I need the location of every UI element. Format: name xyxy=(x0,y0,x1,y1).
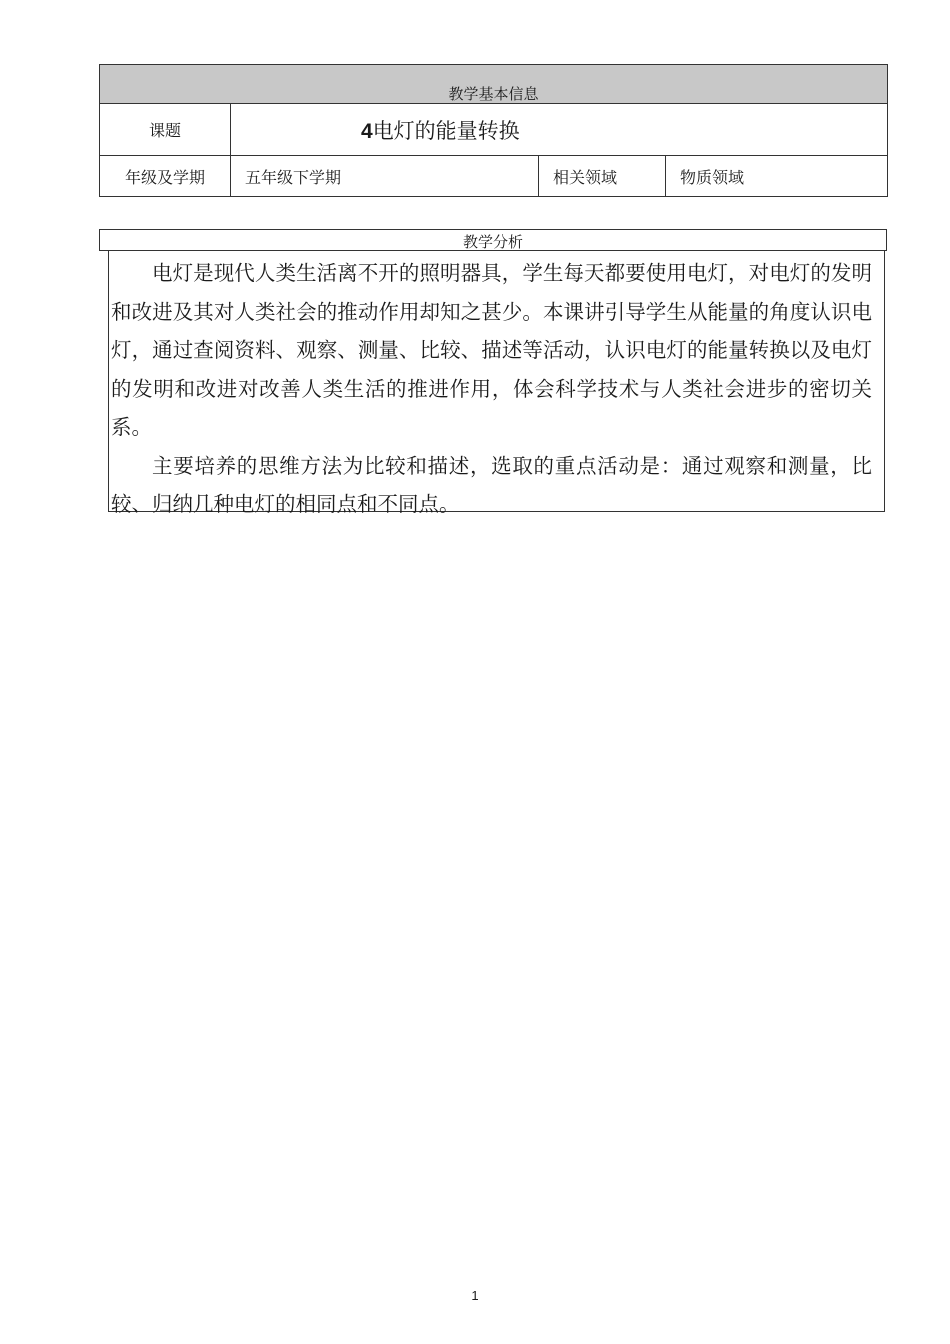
topic-row xyxy=(100,104,888,156)
topic-value xyxy=(231,104,888,156)
field-label: 相关领域 xyxy=(539,156,666,197)
analysis-paragraph: 主要培养的思维方法为比较和描述，选取的重点活动是：通过观察和测量，比较、归纳几种电灯的相同点和不同点。 xyxy=(111,453,872,516)
analysis-title: 教学分析 xyxy=(99,229,887,251)
topic-label: 课题 xyxy=(100,104,231,156)
grade-value: 五年级下学期 xyxy=(231,156,539,197)
basic-info-table xyxy=(99,64,888,197)
basic-info-header-row xyxy=(100,65,888,104)
topic-number: 4 xyxy=(361,119,373,143)
topic-text: 电灯的能量转换 xyxy=(372,118,520,143)
analysis-paragraph: 电灯是现代人类生活离不开的照明器具，学生每天都要使用电灯，对电灯的发明和改进及其对人类社会的推动作用却知之甚少。本课讲引导学生从能量的角度认识电灯，通过查阅资料、观察、测量、比较、描述等活动，认识电灯的能量转换以及电灯的发明和改进对改善人类生活的推进作用，体会科学技术与人类社会进步的密切关系。 xyxy=(111,261,872,439)
grade-row xyxy=(100,156,888,197)
field-value: 物质领域 xyxy=(666,156,888,197)
page-number: 1 xyxy=(471,1288,479,1303)
analysis-body xyxy=(108,250,885,516)
basic-info-title: 教学基本信息 xyxy=(100,65,888,104)
grade-label: 年级及学期 xyxy=(100,156,231,197)
